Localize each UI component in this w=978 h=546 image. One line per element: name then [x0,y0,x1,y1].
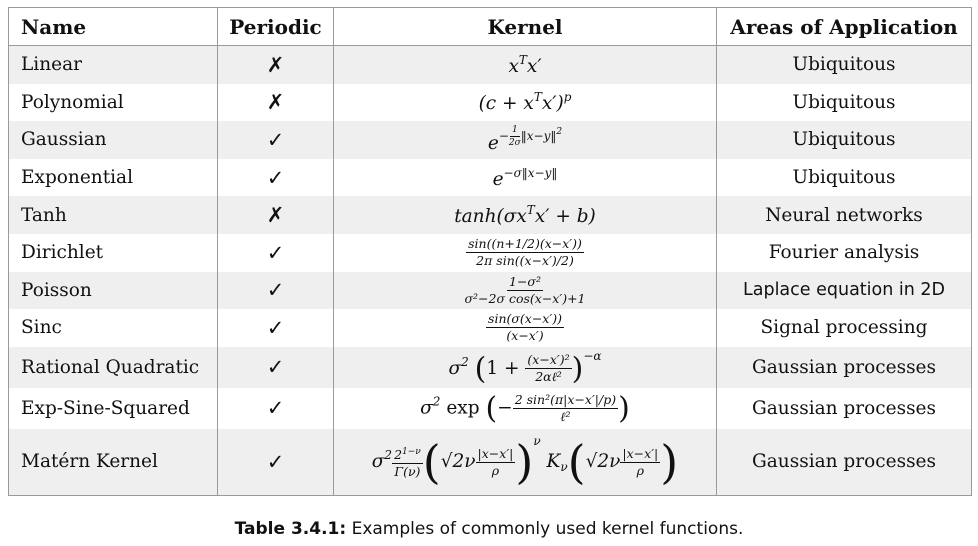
frac-den: Γ(ν) [394,464,421,480]
kernel-formula: $\sigma^2$ (1 + $\frac{\text{(x−x′)²}}{\text{2αℓ²}}$ )$^{-\alpha}$ [334,347,717,388]
application-area: Ubiquitous [717,46,972,84]
formula-sup: − [498,129,509,144]
kernel-formula [334,121,717,159]
kernel-name: Rational Quadratic [9,347,218,388]
kernel-formula: $\sigma^2$ $\frac{2^{1-\nu}}{\Gamma(\nu)}$ (√2ν $\frac{|x-x'|}{\rho}$ )$^\nu$ $K_\nu(√2\nu$ $\frac{|x-x'|}{\rho}$ ) [334,429,717,496]
formula-part: e [492,168,504,190]
formula-part: 1 + [486,357,520,379]
kernel-formula [334,159,717,197]
kernel-formula [334,196,717,234]
formula-sup: 2 [432,394,441,409]
kernel-name: Exponential [9,159,218,197]
formula-sup: 1−ν [402,447,421,458]
kernel-name: Matérn Kernel [9,429,218,496]
table-row [9,234,972,272]
frac-num: sin((n+1/2)(x−x′)) [468,236,582,252]
formula-sup: 2 [556,127,563,138]
periodic-mark: ✓ [218,234,334,272]
formula-sup: ν [533,434,541,449]
frac-den: 2αℓ² [535,369,562,384]
periodic-mark: ✓ [218,121,334,159]
formula-part: σ [448,357,462,379]
formula-sup: T [533,90,542,105]
formula-part: σ [371,451,385,473]
table-row [9,196,972,234]
kernel-name: Gaussian [9,121,218,159]
kernel-formula [334,46,717,84]
formula-part: e [487,133,499,155]
frac-num: 2 [394,447,403,463]
formula-part: − [497,397,513,419]
periodic-mark: ✓ [218,347,334,388]
header-row [9,8,972,46]
frac-num: (x−x′)² [527,352,570,367]
table-row [9,388,972,429]
formula-part: x′ + b) [534,206,596,228]
kernel-formula: $\sigma^2$ exp (− $\frac{\text{2 sin²(π|x−x′|/p)}}{\text{ℓ²}}$ ) [334,388,717,429]
formula-sup: p [563,90,572,105]
header-areas: Areas of Application [717,8,972,46]
frac-num: sin(σ(x−x′)) [488,311,562,327]
kernel-name: Sinc [9,309,218,347]
formula-part: √2ν [585,451,621,473]
periodic-mark: ✓ [218,388,334,429]
table-row [9,272,972,310]
frac-num: 1−σ² [509,273,541,289]
formula-part: x′ [526,55,542,77]
formula-sup: −σ‖x−y‖ [503,165,558,180]
kernel-formula [334,272,717,310]
kernel-formula [334,234,717,272]
application-area: Signal processing [717,309,972,347]
table-row [9,309,972,347]
header-kernel: Kernel [334,8,717,46]
frac-num: 1 [511,125,518,136]
formula-part: σ [420,397,433,419]
kernel-formula [334,84,717,122]
formula-part: (c + x [478,93,534,115]
application-area: Ubiquitous [717,159,972,197]
application-area: Laplace equation in 2D [717,272,972,310]
formula-sup: 2 [461,354,469,369]
table-row [9,84,972,122]
header-name: Name [9,8,218,46]
formula-part: tanh(σx [454,206,527,228]
table-row [9,429,972,496]
application-area: Fourier analysis [717,234,972,272]
kernel-name: Dirichlet [9,234,218,272]
frac-den: ℓ² [560,408,571,424]
application-area: Ubiquitous [717,121,972,159]
kernel-name: Poisson [9,272,218,310]
formula-part: K [546,451,561,473]
kernel-table-container [8,7,971,496]
periodic-mark: ✗ [218,196,334,234]
table-row [9,46,972,84]
periodic-mark: ✓ [218,429,334,496]
kernel-name: Tanh [9,196,218,234]
frac-den: (x−x′) [506,328,544,344]
frac-den: σ²−2σ cos(x−x′)+1 [464,290,586,306]
table-row [9,347,972,388]
formula-sup: 2 [384,448,393,463]
application-area: Gaussian processes [717,388,972,429]
caption-text: Examples of commonly used kernel functions. [346,519,744,539]
application-area: Ubiquitous [717,84,972,122]
periodic-mark: ✗ [218,84,334,122]
formula-part: x [508,55,519,77]
periodic-mark: ✓ [218,272,334,310]
kernel-formula [334,309,717,347]
periodic-mark: ✓ [218,309,334,347]
table-caption [0,519,978,539]
kernel-table [8,7,972,496]
frac-den: ρ [636,462,644,478]
kernel-name: Linear [9,46,218,84]
formula-sup: ‖x−y‖ [520,129,557,144]
frac-den: 2π sin((x−x′)/2) [476,253,574,269]
formula-part: √2ν [440,451,476,473]
kernel-name: Exp-Sine-Squared [9,388,218,429]
formula-sub: ν [560,460,568,475]
frac-num: |x−x′| [622,445,659,461]
header-periodic: Periodic [218,8,334,46]
formula-part: exp [446,397,480,419]
kernel-name: Polynomial [9,84,218,122]
application-area: Neural networks [717,196,972,234]
frac-den: ρ [491,462,500,478]
frac-den: 2σ [508,138,521,149]
frac-num: |x−x′| [477,445,514,461]
application-area: Gaussian processes [717,429,972,496]
periodic-mark: ✓ [218,159,334,197]
periodic-mark: ✗ [218,46,334,84]
formula-sup: T [518,52,527,67]
caption-label: Table 3.4.1: [234,519,347,539]
formula-sup: T [526,203,535,218]
formula-sup: −α [583,348,602,363]
formula-part: x′) [541,93,564,115]
frac-num: 2 sin²(π|x−x′|/p) [514,391,617,407]
application-area: Gaussian processes [717,347,972,388]
table-row [9,159,972,197]
table-row [9,121,972,159]
